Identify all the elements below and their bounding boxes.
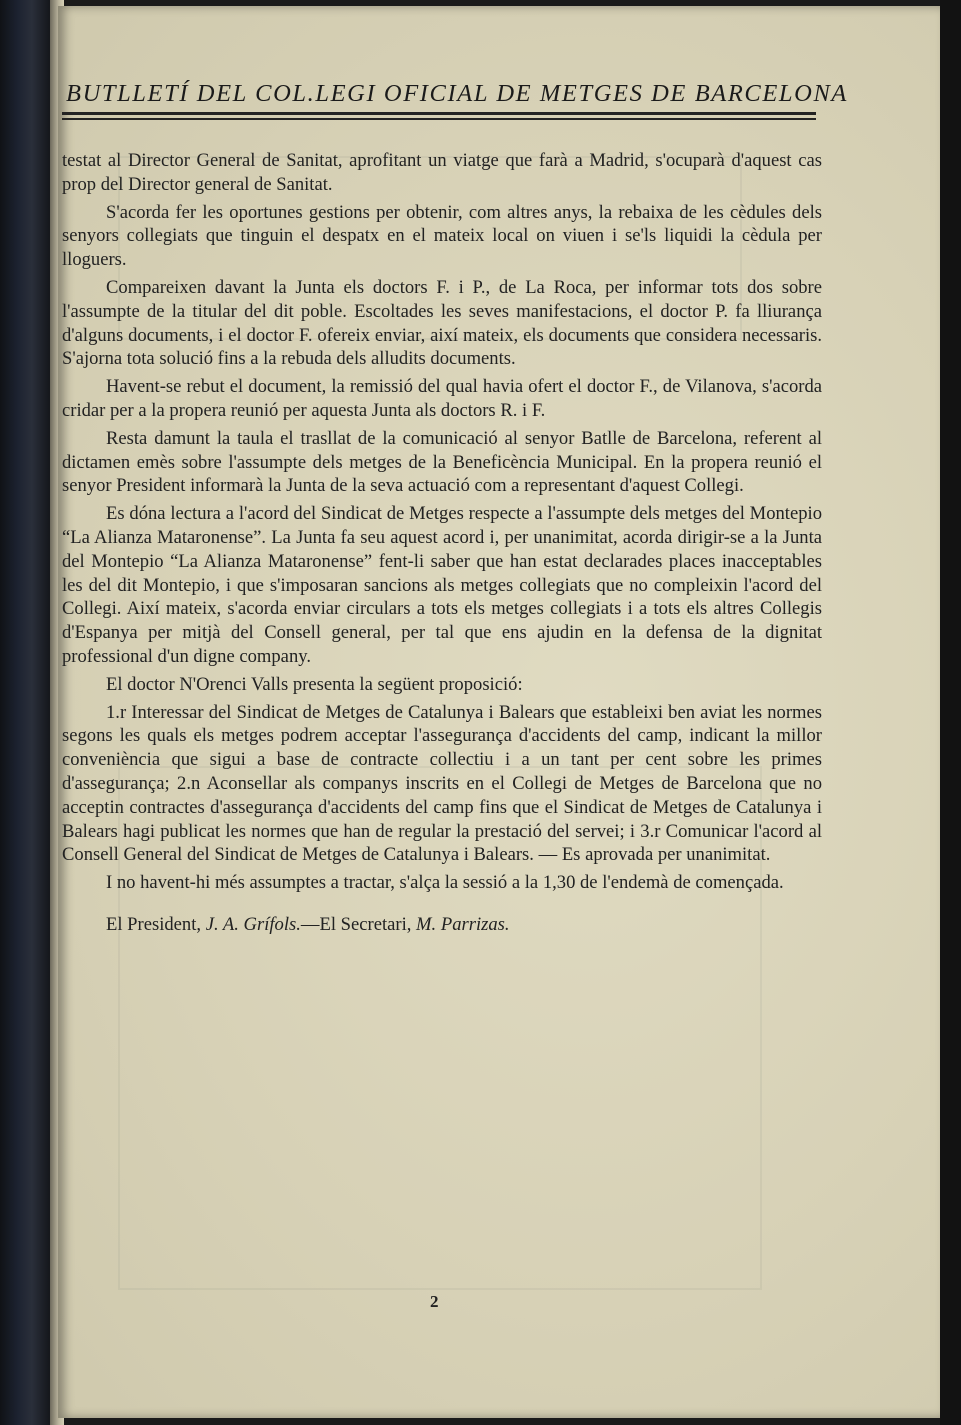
header-rule-thin: [62, 118, 816, 120]
header-rule-thick: [62, 112, 816, 115]
paragraph: I no havent-hi més assumptes a tractar, s'alça la sessió a la 1,30 de l'endemà de començada.: [106, 872, 784, 894]
president-label: El President,: [106, 913, 202, 935]
secretary-label: —El Secretari,: [300, 913, 412, 935]
document-page: [58, 6, 940, 1418]
signature-line: [62, 913, 822, 937]
president-name: J. A. Grífols.: [205, 913, 301, 935]
running-header: BUTLLETÍ DEL COL.LEGI OFICIAL DE METGES DE BARCELONA: [66, 80, 848, 107]
scan-border: [940, 0, 961, 1425]
secretary-name: M. Parrizas.: [416, 913, 510, 935]
article-body: [62, 149, 822, 937]
paragraph: 1.r Interessar del Sindicat de Metges de Catalunya i Balears que estableixi ben aviat les normes segons les quals els metges podrem acceptar l'assegurança d'accidents del camp, indicant la millor conveniència que sigui a base de contracte collectiu i a un tant per cent sobre les primes d'assegurança; 2.n Aconsellar als companys inscrits en el Collegi de Metges de Barcelona que no acceptin contractes d'assegurança d'accidents del camp fins que el Sindicat de Metges de Catalunya i Balears hagi publicat les normes que han de regular la prestació del servei; i 3.r Comunicar l'acord al Consell General del Sindicat de Metges de Catalunya i Balears. — Es aprovada per unanimitat.: [62, 701, 822, 866]
paragraph: Compareixen davant la Junta els doctors F. i P., de La Roca, per informar tots dos sobre l'assumpte de la titular del dit poble. Escoltades les seves manifestacions, el doctor P. fa lliurança d'alguns documents, i el doctor F. ofereix enviar, així mateix, els documents que considera necessaris. S'ajorna tota solució fins a la rebuda dels alludits documents.: [62, 276, 822, 370]
page-number: 2: [430, 1292, 439, 1311]
paragraph: Havent-se rebut el document, la remissió del qual havia ofert el doctor F., de Vilanova, s'acorda cridar per a la propera reunió per aquesta Junta als doctors R. i F.: [62, 376, 822, 421]
paragraph: S'acorda fer les oportunes gestions per obtenir, com altres anys, la rebaixa de les cèdules dels senyors collegiats que tinguin el despatx en el mateix local on viuen i se'ls liquidi la cèdula per lloguers.: [62, 201, 822, 271]
paragraph: Es dóna lectura a l'acord del Sindicat de Metges respecte a l'assumpte dels metges del Montepio “La Alianza Mataronense”. La Junta fa seu aquest acord i, per unanimitat, acorda dirigir-se a la Junta del Montepio “La Alianza Mataronense” fent-li saber que han estat declarades places inacceptables les del dit Montepio, i que s'imposaran sancions als metges collegiats que no compleixin l'acord del Collegi. Així mateix, s'acorda enviar circulars a tots els metges collegiats i a tots els altres Collegis d'Espanya per mitjà del Consell general, per tal que ens ajudin en la defensa de la dignitat professional d'un digne company.: [62, 503, 822, 667]
paragraph: Resta damunt la taula el trasllat de la comunicació al senyor Batlle de Barcelona, referent al dictamen emès sobre l'assumpte dels metges de la Beneficència Municipal. En la propera reunió el senyor President informarà la Junta de la seva actuació com a representant d'aquest Collegi.: [62, 427, 822, 497]
paragraph: testat al Director General de Sanitat, aprofitant un viatge que farà a Madrid, s'ocuparà d'aquest cas prop del Director general de Sanitat.: [62, 150, 822, 195]
paragraph: El doctor N'Orenci Valls presenta la següent proposició:: [106, 673, 523, 695]
